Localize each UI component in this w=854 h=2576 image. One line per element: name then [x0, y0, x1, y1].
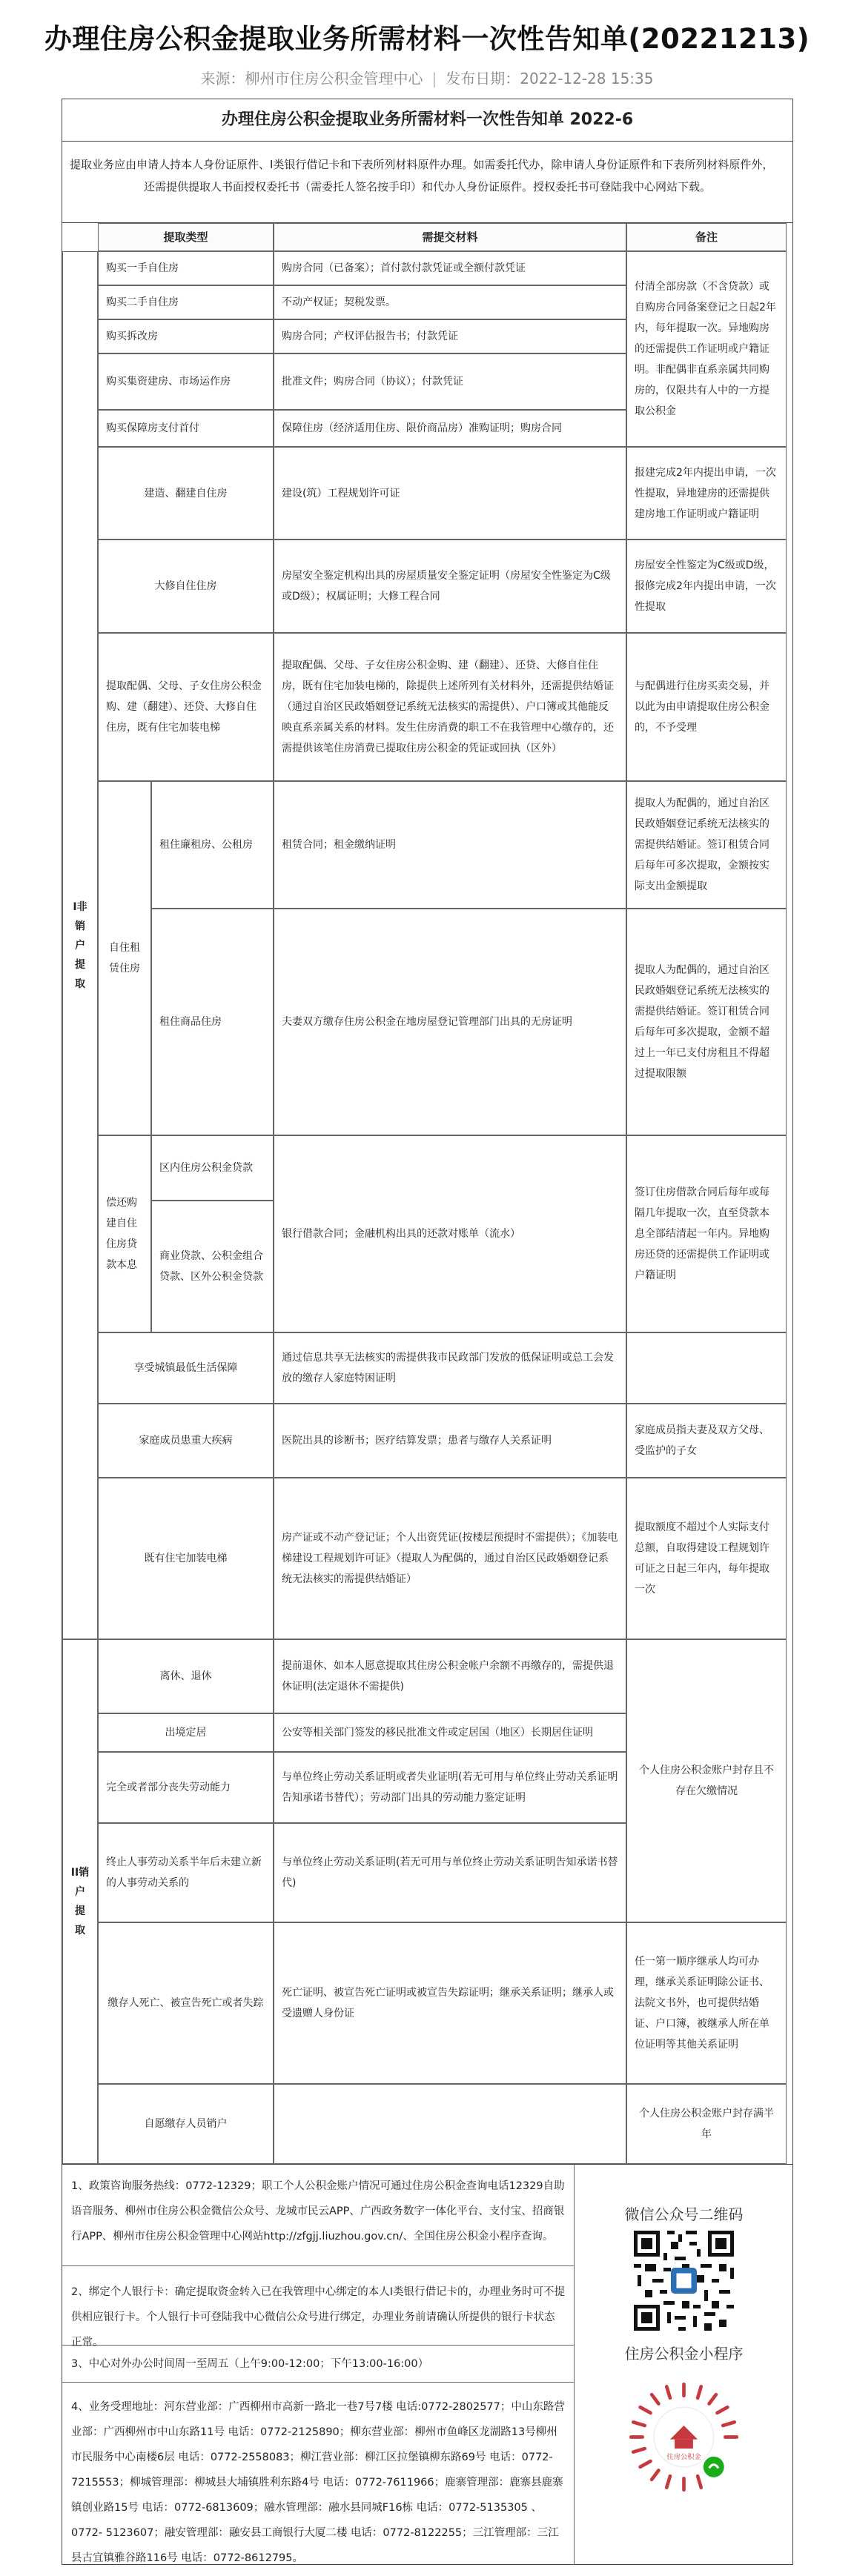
rent-group-label: 自住租赁住房 [98, 781, 151, 1135]
r18-materials: 与单位终止劳动关系证明(若无可用与单位终止劳动关系证明告知承诺书替代) [274, 1823, 626, 1922]
r8-remark: 与配偶进行住房买卖交易，并以此为由申请提取住房公积金的，不予受理 [626, 633, 787, 781]
mini-program-logo-text: 住房公积金 [666, 2452, 701, 2461]
r6-materials: 建设(筑）工程规划许可证 [274, 447, 626, 540]
r16-type: 出境定居 [98, 1713, 274, 1752]
note-4 [62, 2383, 574, 2565]
loan-remark: 签订住房借款合同后每年或每隔几年提取一次，直至贷款本息全部结清起一年内。异地购房还贷的还需提供工作证明或户籍证明 [626, 1135, 787, 1332]
r5-type: 购买保障房支付首付 [98, 410, 274, 447]
group-non-cancel-label [62, 251, 98, 1639]
r10-type: 租住商品住房 [151, 909, 274, 1135]
r7-materials: 房屋安全鉴定机构出具的房屋质量安全鉴定证明（房屋安全性鉴定为C级或D级）；权属证明；大修工程合同 [274, 540, 626, 633]
page-title: 办理住房公积金提取业务所需材料一次性告知单(20221213) [44, 23, 810, 55]
r12-materials: 通过信息共享无法核实的需提供我市民政部门发放的低保证明或总工会发放的缴存人家庭特困证明 [274, 1332, 626, 1404]
r13-materials: 医院出具的诊断书；医疗结算发票；患者与缴存人关系证明 [274, 1404, 626, 1478]
article-meta: 来源：柳州市住房公积金管理中心 | 发布日期：2022-12-28 15:35 [200, 70, 654, 87]
mini-program-title: 住房公积金小程序 [624, 2345, 744, 2363]
wechat-qr-title: 微信公众号二维码 [624, 2205, 744, 2223]
r8-type: 提取配偶、父母、子女住房公积金购、建（翻建）、还贷、大修自住住房，既有住宅加装电梯 [98, 633, 274, 781]
r2-type: 购买二手自住房 [98, 285, 274, 319]
date-label: 发布日期： [446, 70, 520, 87]
header-materials: 需提交材料 [274, 223, 626, 251]
r12-type: 享受城镇最低生活保障 [98, 1332, 274, 1404]
note-4-text: 4、业务受理地址：河东营业部：广西柳州市高新一路北一巷7号7楼 电话:0772-2802577；中山东路营业部：广西柳州市中山东路11号 电话：0772-2125890；柳东营业部：柳州市鱼峰区龙湖路13号柳州市民服务中心南楼6层 电话：0772-2558083；柳江营业部：柳江区拉堡镇柳东路69号 电话：0772-7215553；柳城管理部：柳城县大埔镇胜利东路4号 电话：0772-7611966；鹿寨管理部：鹿寨县鹿寨镇创业路15号 电话：0772-6813609；融水管理部：融水县同城F16栋 电话：0772-5135305 、0772- 5123607；融安管理部：融安县工商银行大厦二楼 电话：0772-8122255；三江管理部：三江县古宜镇雅谷路116号 电话：0772-8612795。 [71, 2401, 565, 2564]
notice-document [62, 99, 793, 2565]
intro-line-1: 提取业务应由申请人持本人身份证原件、I类银行借记卡和下表所列材料原件办理。如需委托代办，除申请人身份证原件和下表所列材料原件外， [70, 158, 774, 171]
wechat-qr-code[interactable] [630, 2227, 738, 2334]
r6-type: 建造、翻建自住房 [98, 447, 274, 540]
r4-type: 购买集资建房、市场运作房 [98, 353, 274, 410]
r17-type: 完全或者部分丧失劳动能力 [98, 1752, 274, 1823]
note-3 [62, 2346, 574, 2383]
intro-text [62, 142, 792, 223]
r20-remark: 个人住房公积金账户封存满半年 [626, 2084, 787, 2164]
r3-type: 购买拆改房 [98, 319, 274, 353]
source-value[interactable]: 柳州市住房公积金管理中心 [245, 70, 423, 87]
r19-materials: 死亡证明、被宣告死亡证明或被宣告失踪证明；继承关系证明；继承人或受遗赠人身份证 [274, 1922, 626, 2084]
r6-remark: 报建完成2年内提出申请，一次性提取，异地建房的还需提供建房地工作证明或户籍证明 [626, 447, 787, 540]
r18-type: 终止人事劳动关系半年后未建立新的人事劳动关系的 [98, 1823, 274, 1922]
r10-remark: 提取人为配偶的，通过自治区民政婚姻登记系统无法核实的需提供结婚证。签订租赁合同后每年可多次提取，金额不超过上一年已支付房租且不得超过提取限额 [626, 909, 787, 1135]
r1-materials: 购房合同（已备案）；首付款付款凭证或全额付款凭证 [274, 251, 626, 285]
r15-type: 离休、退休 [98, 1639, 274, 1713]
purchase-remark: 付清全部房款（不含贷款）或自购房合同备案登记之日起2年内，每年提取一次。异地购房的还需提供工作证明或户籍证明。非配偶非直系亲属共同购房的，仅限共有人中的一方提取公积金 [626, 251, 787, 447]
r14-type: 既有住宅加装电梯 [98, 1478, 274, 1639]
r2-materials: 不动产权证；契税发票。 [274, 285, 626, 319]
note-1-text: 1、政策咨询服务热线：0772-12329；职工个人公积金账户情况可通过住房公积金查询电话12329自助语音服务、柳州市住房公积金微信公众号、龙城市民云APP、广西政务数字一体化平台、支付宝、招商银行APP、柳州市住房公积金管理中心网站http://zfgjj.liuzhou.gov.cn/、全国住房公积金小程序查询。 [71, 2180, 565, 2243]
r11b-type: 商业贷款、公积金组合贷款、区外公积金贷款 [151, 1201, 274, 1332]
note-2-text: 2、绑定个人银行卡：确定提取资金转入已在我管理中心绑定的本人I类银行借记卡的，办理业务时可不提供相应银行卡。个人银行卡可登陆我中心微信公众号进行绑定，办理业务前请确认所提供的银行卡状态正常。 [71, 2286, 565, 2348]
intro-line-2: 还需提供提取人书面授权委托书（需委托人签名按手印）和代办人身份证原件。授权委托书可登陆我中心网站下载。 [143, 180, 711, 193]
r20-materials [274, 2084, 626, 2164]
r15-materials: 提前退休、如本人愿意提取其住房公积金帐户余额不再缴存的，需提供退休证明(法定退休不需提供) [274, 1639, 626, 1713]
note-1 [62, 2165, 574, 2266]
r9-materials: 租赁合同；租金缴纳证明 [274, 781, 626, 909]
r9-remark: 提取人为配偶的，通过自治区民政婚姻登记系统无法核实的需提供结婚证。签订租赁合同后每年可多次提取，金额按实际支出金额提取 [626, 781, 787, 909]
r7-type: 大修自住住房 [98, 540, 274, 633]
r10-materials: 夫妻双方缴存住房公积金在地房屋登记管理部门出具的无房证明 [274, 909, 626, 1135]
r8-materials: 提取配偶、父母、子女住房公积金购、建（翻建）、还贷、大修自住住房，既有住宅加装电梯的，除提供上述所列有关材料外，还需提供结婚证（通过自治区民政婚姻登记系统无法核实的需提供）、户口簿或其他能反映直系亲属关系的材料。发生住房消费的职工不在我管理中心缴存的，还需提供该笔住房消费已提取住房公积金的凭证或回执（区外） [274, 633, 626, 781]
document-title: 办理住房公积金提取业务所需材料一次性告知单 2022-6 [62, 99, 792, 142]
group-cancel-label [62, 1639, 98, 2164]
r11a-type: 区内住房公积金贷款 [151, 1135, 274, 1201]
r3-materials: 购房合同；产权评估报告书；付款凭证 [274, 319, 626, 353]
r14-materials: 房产证或不动产登记证；个人出资凭证(按楼层预提时不需提供）；《加装电梯建设工程规划许可证》（提取人为配偶的，通过自治区民政婚姻登记系统无法核实的需提供结婚证） [274, 1478, 626, 1639]
r13-remark: 家庭成员指夫妻及双方父母、受监护的子女 [626, 1404, 787, 1478]
cancel-remark: 个人住房公积金账户封存且不存在欠缴情况 [626, 1639, 787, 1922]
date-value: 2022-12-28 15:35 [520, 70, 654, 87]
r12-remark [626, 1332, 787, 1404]
header-remarks: 备注 [626, 223, 787, 251]
r13-type: 家庭成员患重大疾病 [98, 1404, 274, 1478]
header-type: 提取类型 [98, 223, 274, 251]
r5-materials: 保障住房（经济适用住房、限价商品房）准购证明；购房合同 [274, 410, 626, 447]
r14-remark: 提取额度不超过个人实际支付总额，自取得建设工程规划许可证之日起三年内，每年提取一次 [626, 1478, 787, 1639]
r16-materials: 公安等相关部门签发的移民批准文件或定居国（地区）长期居住证明 [274, 1713, 626, 1752]
r7-remark: 房屋安全性鉴定为C级或D级，报修完成2年内提出申请，一次性提取 [626, 540, 787, 633]
loan-group-label: 偿还购建自住住房贷款本息 [98, 1135, 151, 1332]
group2-text: II销户提取 [70, 1867, 90, 1936]
mini-program-code[interactable] [626, 2380, 741, 2494]
note-2 [62, 2266, 574, 2346]
r4-materials: 批准文件；购房合同（协议）；付款凭证 [274, 353, 626, 410]
r9-type: 租住廉租房、公租房 [151, 781, 274, 909]
qr-area [574, 2165, 792, 2565]
loan-materials: 银行借款合同；金融机构出具的还款对账单（流水） [274, 1135, 626, 1332]
note-3-text: 3、中心对外办公时间周一至周五（上午9:00-12:00；下午13:00-16:00） [71, 2358, 429, 2370]
r19-type: 缴存人死亡、被宣告死亡或者失踪 [98, 1922, 274, 2084]
source-label: 来源： [200, 70, 245, 87]
r17-materials: 与单位终止劳动关系证明或者失业证明(若无可用与单位终止劳动关系证明告知承诺书替代）；劳动部门出具的劳动能力鉴定证明 [274, 1752, 626, 1823]
r19-remark: 任一第一顺序继承人均可办理，继承关系证明除公证书、法院文书外，也可提供结婚证、户口簿，被继承人所在单位证明等其他关系证明 [626, 1922, 787, 2084]
notes-section [62, 2164, 792, 2564]
group1-text: I非销户提取 [73, 900, 87, 990]
r1-type: 购买一手自住房 [98, 251, 274, 285]
r20-type: 自愿缴存人员销户 [98, 2084, 274, 2164]
